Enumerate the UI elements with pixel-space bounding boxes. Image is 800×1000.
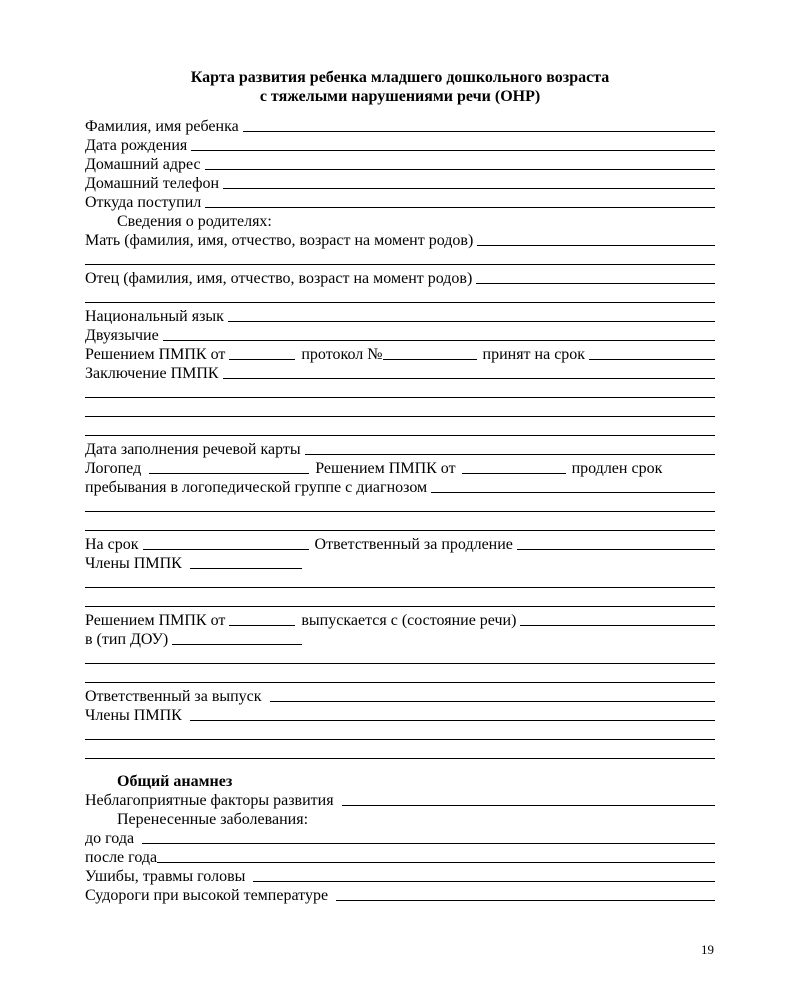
field-label: Ушибы, травмы головы [85,868,246,885]
field-stay-diagnosis [85,478,715,497]
page-subtitle: с тяжелыми нарушениями речи (ОНР) [259,88,541,105]
release-date-input[interactable] [229,611,295,626]
field-label: Дата заполнения речевой карты [85,441,301,458]
past-diseases-heading [85,810,715,829]
home-phone-input[interactable] [223,174,715,189]
after-year-input[interactable] [157,848,715,863]
field-father [85,269,715,288]
conclusion-line-3[interactable] [85,421,715,440]
field-pmpk-members [85,554,715,573]
diagnosis-input[interactable] [431,478,715,493]
speech-therapist-input[interactable] [149,459,309,474]
members2-line-2[interactable] [85,744,715,763]
section-heading: Общий анамнез [117,773,233,790]
field-label: продлен срок [571,460,663,477]
field-label: Судороги при высокой температуре [85,887,329,904]
field-speech-card-date [85,440,715,459]
field-home-address [85,155,715,174]
before-year-input[interactable] [142,829,715,844]
field-label: Двуязычие [85,327,159,344]
extension-date-input[interactable] [462,459,566,474]
field-label: Откуда поступил [85,194,202,211]
members2-line-1[interactable] [85,725,715,744]
febrile-seizures-input[interactable] [336,886,715,901]
release-line-1[interactable] [85,649,715,668]
field-label: после года [85,849,158,866]
field-label: Члены ПМПК [85,555,182,572]
field-pmpk-conclusion [85,364,715,383]
protocol-number-input[interactable] [383,345,477,360]
unfavorable-factors-input[interactable] [342,791,715,806]
field-label: Домашний телефон [85,175,220,192]
child-name-input[interactable] [243,117,715,132]
field-label: Неблагоприятные факторы развития [85,792,334,809]
field-label: в (тип ДОУ) [85,631,169,648]
field-nationality-lang [85,307,715,326]
field-label: Отец (фамилия, имя, отчество, возраст на момент родов) [85,270,473,287]
field-after-year [85,848,715,867]
members-line-1[interactable] [85,573,715,592]
father-input[interactable] [476,269,715,284]
field-label: Логопед [85,460,142,477]
field-unfavorable-factors [85,791,715,810]
dou-type-input[interactable] [172,630,302,645]
conclusion-line-2[interactable] [85,402,715,421]
pmpk-decision-date-input[interactable] [229,345,295,360]
field-label: протокол № [301,346,383,363]
field-label: Члены ПМПК [85,707,182,724]
members-line-2[interactable] [85,592,715,611]
field-label: Решением ПМПК от [85,346,226,363]
field-mother [85,231,715,250]
field-birth-date [85,136,715,155]
mother-input[interactable] [477,231,715,246]
pmpk-members-input[interactable] [190,554,302,569]
pmpk-conclusion-input[interactable] [223,364,715,379]
home-address-input[interactable] [205,155,715,170]
field-label: Решением ПМПК от [315,460,456,477]
section-label: Сведения о родителях: [117,213,272,230]
father-continuation-line[interactable] [85,288,715,307]
field-home-phone [85,174,715,193]
field-label: Ответственный за продление [314,536,513,553]
field-for-term [85,535,715,554]
field-label: до года [85,830,135,847]
diagnosis-line-2[interactable] [85,516,715,535]
parents-heading [85,212,715,231]
head-injuries-input[interactable] [253,867,715,882]
responsible-release-input[interactable] [270,687,715,702]
speech-state-input[interactable] [520,611,715,626]
field-label: принят на срок [482,346,586,363]
field-release-decision [85,611,715,630]
pmpk-members-2-input[interactable] [190,706,715,721]
anamnesis-heading [85,772,715,791]
mother-continuation-line[interactable] [85,250,715,269]
field-label: Фамилия, имя ребенка [85,118,239,135]
conclusion-line-1[interactable] [85,383,715,402]
field-label: Ответственный за выпуск [85,688,262,705]
section-label: Перенесенные заболевания: [117,811,309,828]
field-pmpk-members-2 [85,706,715,725]
page-title: Карта развития ребенка младшего дошкольного возраста [190,69,610,86]
field-label: Национальный язык [85,308,224,325]
birth-date-input[interactable] [191,136,715,151]
field-label: Мать (фамилия, имя, отчество, возраст на момент родов) [85,232,474,249]
diagnosis-line-1[interactable] [85,497,715,516]
field-speech-therapist [85,459,715,478]
field-before-year [85,829,715,848]
field-bilingualism [85,326,715,345]
field-responsible-release [85,687,715,706]
term-input[interactable] [143,535,309,550]
field-label: Заключение ПМПК [85,365,219,382]
bilingualism-input[interactable] [163,326,715,341]
accepted-term-input[interactable] [589,345,715,360]
nationality-lang-input[interactable] [228,307,715,322]
responsible-extension-input[interactable] [517,535,715,550]
speech-card-date-input[interactable] [305,440,715,455]
field-pmpk-decision [85,345,715,364]
field-label: Домашний адрес [85,156,201,173]
field-head-injuries [85,867,715,886]
development-card-form [85,117,715,905]
field-label: На срок [85,536,139,553]
field-label: пребывания в логопедической группе с диагнозом [85,479,428,496]
field-dou-type [85,630,715,649]
field-child-name [85,117,715,136]
page-number: 19 [701,942,714,957]
came-from-input[interactable] [205,193,715,208]
field-came-from [85,193,715,212]
field-label: выпускается с (состояние речи) [301,612,517,629]
field-febrile-seizures [85,886,715,905]
release-line-2[interactable] [85,668,715,687]
field-label: Решением ПМПК от [85,612,226,629]
field-label: Дата рождения [85,137,188,154]
